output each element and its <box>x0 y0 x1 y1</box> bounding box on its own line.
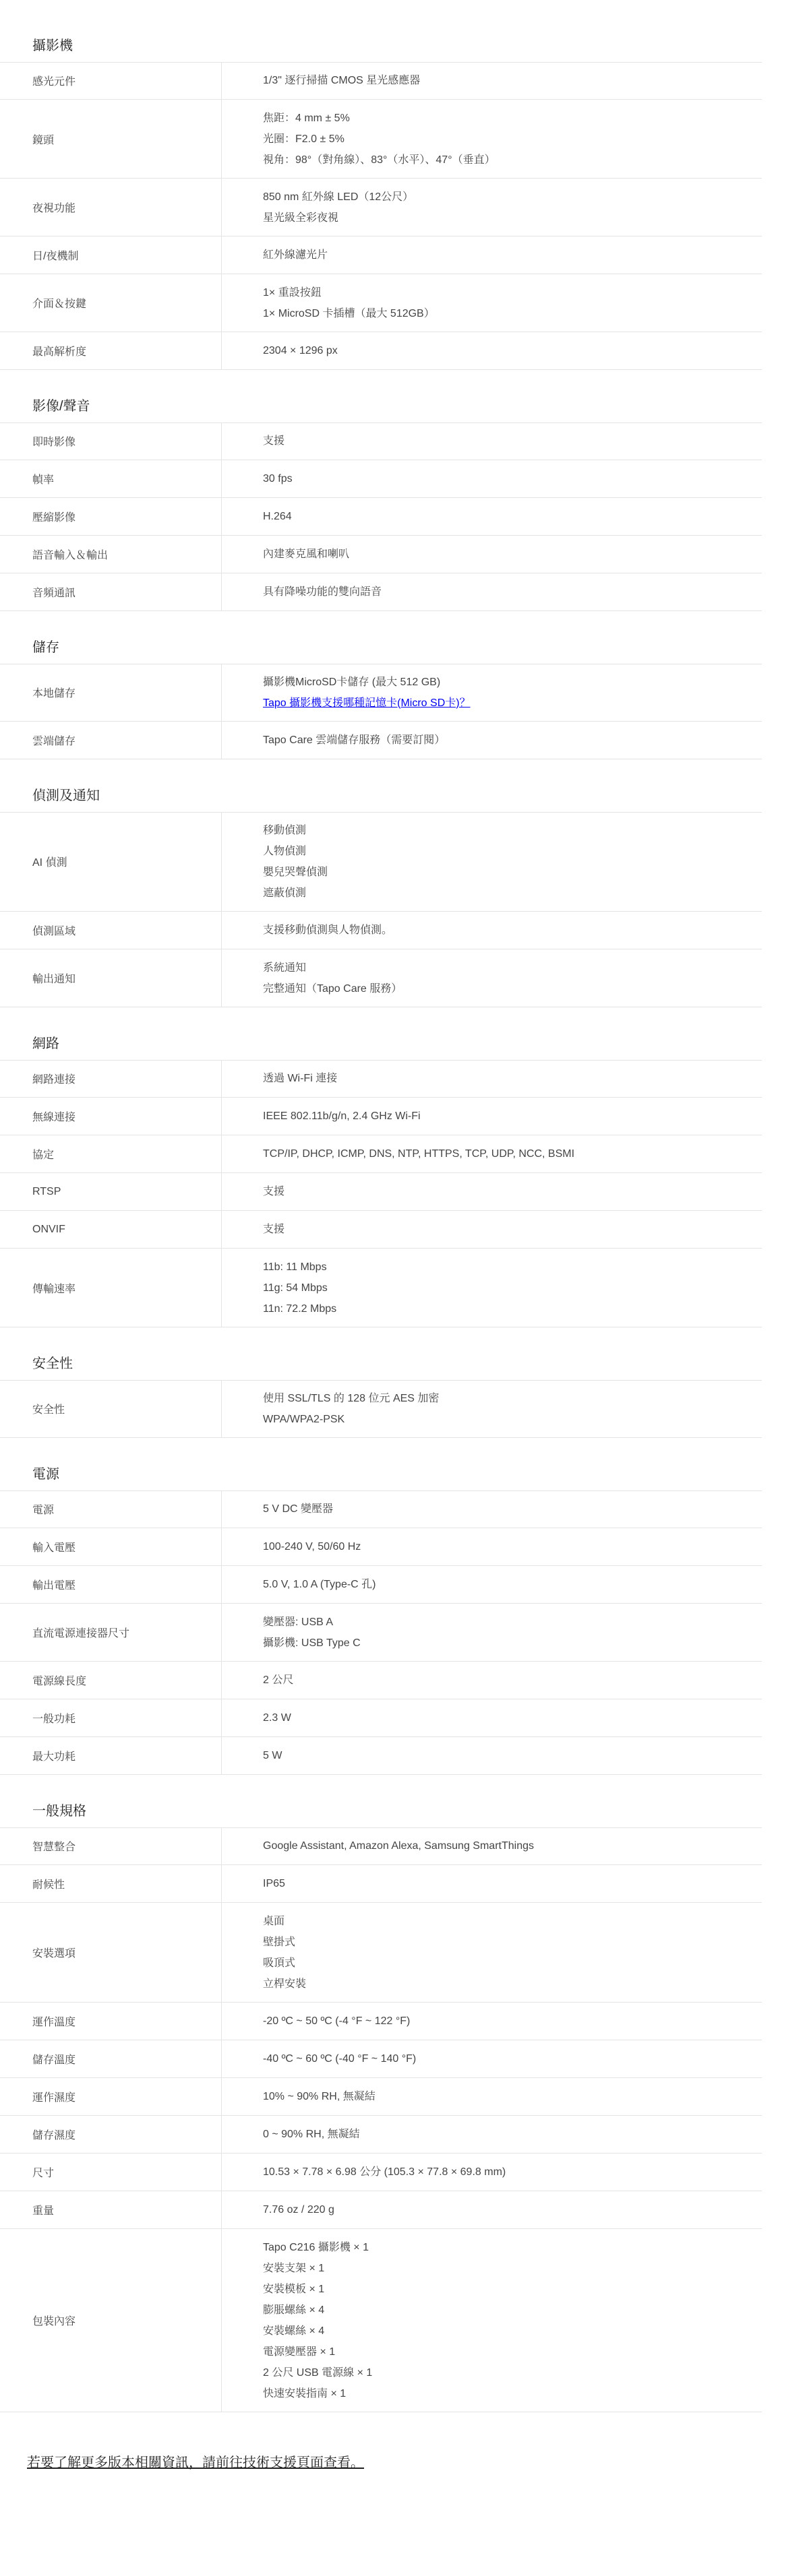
spec-value-line: 安裝模板 × 1 <box>263 2283 325 2295</box>
section-title: 電源 <box>32 1467 59 1482</box>
spec-label: 智慧整合 <box>32 1827 222 1864</box>
spec-value-line: 1× MicroSD 卡插槽（最大 512GB） <box>263 307 435 319</box>
spec-value-line: 2304 × 1296 px <box>263 345 338 356</box>
spec-row <box>0 2116 762 2154</box>
spec-value <box>263 1060 762 1097</box>
spec-value <box>263 722 762 759</box>
spec-value <box>263 912 762 949</box>
spec-row <box>0 722 762 759</box>
section-title: 網路 <box>32 1036 59 1051</box>
spec-value-line: 焦距：4 mm ± 5% <box>263 112 350 124</box>
spec-label: 鏡頭 <box>32 100 222 178</box>
spec-value-line: 2 公尺 USB 電源線 × 1 <box>263 2366 373 2379</box>
spec-row <box>0 1865 762 1903</box>
spec-value-line: 1× 重設按鈕 <box>263 286 322 299</box>
spec-row <box>0 1060 762 1098</box>
spec-value-line: 嬰兒哭聲偵測 <box>263 866 328 878</box>
spec-value <box>263 1662 762 1699</box>
spec-value-line: 0 ~ 90% RH, 無凝結 <box>263 2129 360 2140</box>
spec-row <box>0 460 762 498</box>
spec-value-line: WPA/WPA2-PSK <box>263 1413 345 1425</box>
spec-value-line: 視角：98°（對角線）、83°（水平）、47°（垂直） <box>263 154 496 166</box>
spec-row <box>0 912 762 949</box>
spec-value-line: 1/3" 逐行掃描 CMOS 星光感應器 <box>263 75 421 86</box>
spec-value-line: 壁掛式 <box>263 1936 296 1948</box>
spec-value <box>263 1566 762 1603</box>
spec-value <box>263 2116 762 2153</box>
spec-label: 安全性 <box>32 1380 222 1437</box>
spec-value <box>263 1098 762 1135</box>
spec-value <box>263 2229 762 2412</box>
spec-value <box>263 100 762 178</box>
spec-value-line: 變壓器: USB A <box>263 1616 334 1628</box>
spec-value-line: Google Assistant, Amazon Alexa, Samsung SmartThings <box>263 1840 534 1852</box>
spec-value <box>263 1827 762 1864</box>
spec-value-line: Tapo C216 攝影機 × 1 <box>263 2241 369 2253</box>
memory-card-support-link[interactable]: Tapo 攝影機支援哪種記憶卡(Micro SD卡)？ <box>263 697 471 709</box>
section-title: 影像/聲音 <box>32 399 90 414</box>
spec-value <box>263 1249 762 1327</box>
spec-label: 儲存溫度 <box>32 2040 222 2077</box>
spec-value-line: 11g: 54 Mbps <box>263 1282 328 1294</box>
spec-value-line: 11n: 72.2 Mbps <box>263 1302 337 1315</box>
spec-value <box>263 1903 762 2002</box>
spec-value-line: 攝影機: USB Type C <box>263 1637 361 1649</box>
spec-value-line: 10.53 × 7.78 × 6.98 公分 (105.3 × 77.8 × 69.8 mm) <box>263 2166 506 2178</box>
spec-row <box>0 573 762 611</box>
support-page-link[interactable]: 若要了解更多版本相關資訊，請前往技術支援頁面查看。 <box>27 2455 364 2470</box>
spec-value-line: 快速安裝指南 × 1 <box>263 2387 347 2399</box>
spec-value-line: 遮蔽偵測 <box>263 887 307 899</box>
spec-label: 本地儲存 <box>32 664 222 721</box>
spec-value-line: 內建麥克風和喇叭 <box>263 548 350 560</box>
spec-value-line: 紅外線濾光片 <box>263 249 328 261</box>
spec-value <box>263 1135 762 1172</box>
spec-row <box>0 1662 762 1699</box>
spec-value-line: 電源變壓器 × 1 <box>263 2346 336 2358</box>
spec-label: 運作濕度 <box>32 2078 222 2115</box>
spec-value <box>263 536 762 573</box>
spec-value-line: 2 公尺 <box>263 1674 294 1686</box>
spec-value <box>263 1173 762 1210</box>
spec-row <box>0 1699 762 1737</box>
spec-value-line: 立桿安裝 <box>263 1978 307 1990</box>
spec-label: 即時影像 <box>32 422 222 460</box>
spec-value-line: 30 fps <box>263 473 293 484</box>
spec-value-line: 5 W <box>263 1750 282 1761</box>
spec-value-line: 星光級全彩夜視 <box>263 212 339 224</box>
spec-value-line: IP65 <box>263 1878 285 1889</box>
spec-row <box>0 1211 762 1249</box>
spec-row <box>0 1737 762 1775</box>
spec-row <box>0 1249 762 1327</box>
spec-label: 輸入電壓 <box>32 1528 222 1565</box>
spec-label: 偵測區域 <box>32 912 222 949</box>
spec-value-line: 100-240 V, 50/60 Hz <box>263 1541 361 1552</box>
spec-row <box>0 1604 762 1662</box>
spec-label: 安裝選項 <box>32 1903 222 2002</box>
spec-label: 運作溫度 <box>32 2003 222 2040</box>
spec-value-line: 10% ~ 90% RH, 無凝結 <box>263 2091 376 2102</box>
spec-row <box>0 274 762 332</box>
spec-row <box>0 1380 762 1438</box>
spec-value-line: 7.76 oz / 220 g <box>263 2204 334 2216</box>
spec-row <box>0 664 762 722</box>
spec-value-line: 吸頂式 <box>263 1957 296 1969</box>
spec-label: 一般功耗 <box>32 1699 222 1736</box>
spec-value <box>263 949 762 1007</box>
spec-row <box>0 2003 762 2040</box>
spec-value-line: 5.0 V, 1.0 A (Type-C 孔) <box>263 1579 376 1590</box>
spec-row <box>0 1903 762 2003</box>
spec-row <box>0 1827 762 1865</box>
spec-value-line: 系統通知 <box>263 962 307 974</box>
spec-row <box>0 2078 762 2116</box>
spec-value-line: 使用 SSL/TLS 的 128 位元 AES 加密 <box>263 1392 440 1404</box>
section-title: 儲存 <box>32 640 59 655</box>
spec-label: 電源 <box>32 1490 222 1528</box>
spec-value <box>263 1211 762 1248</box>
spec-label: 尺寸 <box>32 2154 222 2191</box>
spec-label: RTSP <box>32 1173 222 1210</box>
spec-label: 感光元件 <box>32 62 222 99</box>
spec-label: 網路連接 <box>32 1060 222 1097</box>
spec-row <box>0 2229 762 2412</box>
spec-row <box>0 536 762 573</box>
spec-value-line: -40 ºC ~ 60 ºC (-40 °F ~ 140 °F) <box>263 2053 417 2065</box>
spec-value-line: 安裝支架 × 1 <box>263 2262 325 2274</box>
spec-value <box>263 1380 762 1437</box>
spec-value <box>263 1528 762 1565</box>
spec-value-line: 支援 <box>263 1186 285 1197</box>
spec-value <box>263 460 762 497</box>
spec-value-line: -20 ºC ~ 50 ºC (-4 °F ~ 122 °F) <box>263 2015 411 2027</box>
spec-label: AI 偵測 <box>32 812 222 911</box>
spec-row <box>0 237 762 274</box>
spec-value <box>263 1604 762 1661</box>
spec-row <box>0 1566 762 1604</box>
spec-label: 幀率 <box>32 460 222 497</box>
spec-label: 包裝內容 <box>32 2229 222 2412</box>
spec-label: 傳輸速率 <box>32 1249 222 1327</box>
spec-label: 直流電源連接器尺寸 <box>32 1604 222 1661</box>
spec-value-line: 支援 <box>263 435 285 447</box>
spec-label: 協定 <box>32 1135 222 1172</box>
spec-value <box>263 812 762 911</box>
spec-label: 夜視功能 <box>32 179 222 236</box>
spec-value <box>263 1490 762 1528</box>
spec-row <box>0 2040 762 2078</box>
spec-value-line: 支援移動偵測與人物偵測。 <box>263 924 393 936</box>
spec-row <box>0 2191 762 2229</box>
spec-value-line: 850 nm 紅外線 LED（12公尺） <box>263 191 414 203</box>
spec-label: 語音輸入＆輸出 <box>32 536 222 573</box>
spec-value-line: 11b: 11 Mbps <box>263 1261 327 1273</box>
spec-label: 輸出通知 <box>32 949 222 1007</box>
section-title: 一般規格 <box>32 1804 86 1819</box>
spec-label: 日/夜機制 <box>32 237 222 274</box>
spec-value <box>263 62 762 99</box>
spec-value-line: IEEE 802.11b/g/n, 2.4 GHz Wi-Fi <box>263 1110 421 1122</box>
spec-value-line: Tapo Care 雲端儲存服務（需要訂閱） <box>263 734 446 746</box>
spec-value-line: 完整通知（Tapo Care 服務） <box>263 982 402 995</box>
spec-value-line: 膨脹螺絲 × 4 <box>263 2304 325 2316</box>
spec-row <box>0 2154 762 2191</box>
spec-row <box>0 949 762 1007</box>
spec-value <box>263 573 762 610</box>
section-title: 攝影機 <box>32 38 73 53</box>
spec-value <box>263 2078 762 2115</box>
spec-value <box>263 179 762 236</box>
spec-value-line: 攝影機MicroSD卡儲存 (最大 512 GB) <box>263 676 441 688</box>
spec-value-line: 桌面 <box>263 1915 285 1927</box>
spec-row <box>0 422 762 460</box>
spec-row <box>0 100 762 179</box>
spec-value <box>263 1699 762 1736</box>
spec-label: ONVIF <box>32 1211 222 1248</box>
spec-label: 介面＆按鍵 <box>32 274 222 332</box>
spec-row <box>0 1490 762 1528</box>
spec-value <box>263 332 762 369</box>
spec-value <box>263 664 762 721</box>
spec-value <box>263 2040 762 2077</box>
spec-row <box>0 812 762 912</box>
spec-value-line: 5 V DC 變壓器 <box>263 1503 334 1515</box>
spec-row <box>0 1528 762 1566</box>
spec-label: 雲端儲存 <box>32 722 222 759</box>
spec-label: 壓縮影像 <box>32 498 222 535</box>
spec-value-line: 具有降噪功能的雙向語音 <box>263 586 382 598</box>
spec-value <box>263 1865 762 1902</box>
spec-value-line: 透過 Wi-Fi 連接 <box>263 1073 338 1084</box>
spec-label: 重量 <box>32 2191 222 2228</box>
spec-value <box>263 1737 762 1774</box>
spec-value <box>263 237 762 274</box>
spec-value-line: 2.3 W <box>263 1712 291 1724</box>
spec-label: 輸出電壓 <box>32 1566 222 1603</box>
spec-row <box>0 62 762 100</box>
spec-row <box>0 1098 762 1135</box>
spec-label: 音頻通訊 <box>32 573 222 610</box>
section-title: 安全性 <box>32 1356 73 1371</box>
section-title: 偵測及通知 <box>32 788 100 803</box>
spec-value-line: H.264 <box>263 511 292 522</box>
spec-value <box>263 498 762 535</box>
spec-label: 最大功耗 <box>32 1737 222 1774</box>
spec-value <box>263 274 762 332</box>
spec-label: 儲存濕度 <box>32 2116 222 2153</box>
spec-row <box>0 498 762 536</box>
spec-value <box>263 2003 762 2040</box>
spec-value-line: 光圈：F2.0 ± 5% <box>263 133 344 145</box>
spec-value <box>263 2154 762 2191</box>
spec-value-line: 安裝螺絲 × 4 <box>263 2325 325 2337</box>
spec-row <box>0 332 762 370</box>
spec-label: 耐候性 <box>32 1865 222 1902</box>
spec-label: 最高解析度 <box>32 332 222 369</box>
spec-row <box>0 1135 762 1173</box>
spec-value-line: TCP/IP, DHCP, ICMP, DNS, NTP, HTTPS, TCP, UDP, NCC, BSMI <box>263 1148 575 1160</box>
spec-value-line: 人物偵測 <box>263 845 307 857</box>
spec-value-line: 移動偵測 <box>263 824 307 836</box>
spec-row <box>0 179 762 237</box>
spec-row <box>0 1173 762 1211</box>
spec-value <box>263 422 762 460</box>
spec-value-line: 支援 <box>263 1224 285 1235</box>
spec-label: 無線連接 <box>32 1098 222 1135</box>
spec-label: 電源線長度 <box>32 1662 222 1699</box>
spec-value <box>263 2191 762 2228</box>
